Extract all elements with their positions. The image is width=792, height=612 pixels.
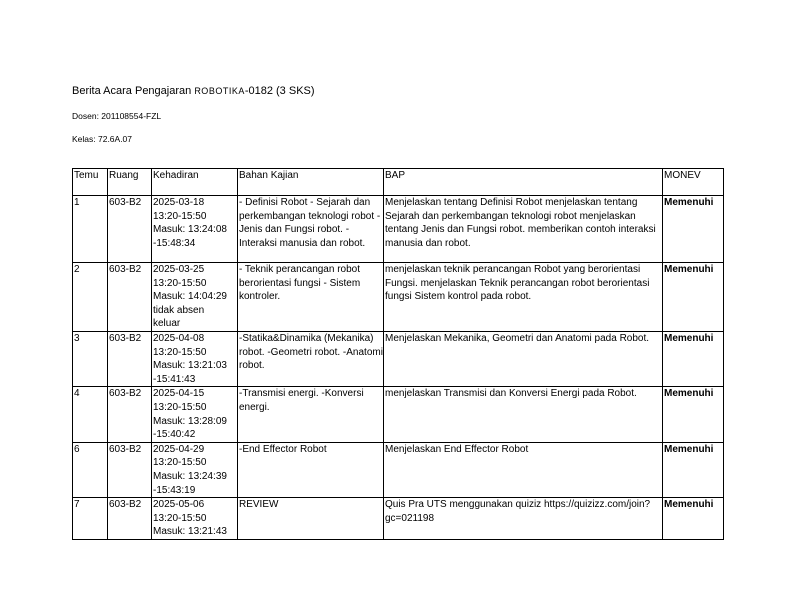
cell-kehadiran (152, 196, 238, 263)
class-info: Kelas: 72.6A.07 (72, 134, 133, 144)
cell-ruang: 603-B2 (108, 263, 152, 332)
kehadiran-line: keluar (153, 318, 181, 330)
cell-ruang: 603-B2 (108, 331, 152, 386)
cell-bahan-kajian: -Statika&Dinamika (Mekanika) robot. -Geometri robot. -Anatomi robot. (238, 331, 384, 386)
cell-monev: Memenuhi (663, 331, 724, 386)
col-bap: BAP (384, 169, 663, 196)
cell-monev: Memenuhi (663, 442, 724, 497)
kehadiran-line: 13:20-15:50 (153, 401, 207, 413)
kehadiran-line: -15:40:42 (153, 429, 196, 441)
cell-bahan-kajian: REVIEW (238, 498, 384, 540)
kehadiran-line: 2025-03-25 (153, 264, 205, 275)
col-bahan-kajian: Bahan Kajian (238, 169, 384, 196)
kehadiran-line: 13:20-15:50 (153, 457, 207, 469)
kehadiran-line: Masuk: 13:28:09 (153, 415, 227, 427)
kehadiran-line: Masuk: 13:21:03 (153, 360, 227, 372)
cell-temu: 2 (73, 263, 108, 332)
kehadiran-line: -15:41:43 (153, 373, 196, 385)
cell-ruang: 603-B2 (108, 387, 152, 442)
kehadiran-line: tidak absen (153, 304, 205, 316)
col-monev: MONEV (663, 169, 724, 196)
table-header-row (73, 169, 724, 196)
cell-kehadiran (152, 387, 238, 442)
cell-bap: Menjelaskan End Effector Robot (384, 442, 663, 497)
table-row (73, 263, 724, 332)
col-ruang: Ruang (108, 169, 152, 196)
cell-bahan-kajian: -Transmisi energi. -Konversi energi. (238, 387, 384, 442)
kehadiran-line: Masuk: 13:24:39 (153, 470, 227, 482)
cell-temu: 6 (73, 442, 108, 497)
table-row (73, 196, 724, 263)
kehadiran-line: 2025-04-29 (153, 443, 205, 455)
kehadiran-line: 2025-05-06 (153, 499, 205, 511)
cell-monev: Memenuhi (663, 196, 724, 263)
kehadiran-line: 2025-04-15 (153, 388, 205, 400)
col-temu: Temu (73, 169, 108, 196)
cell-kehadiran (152, 263, 238, 332)
cell-temu: 4 (73, 387, 108, 442)
cell-monev: Memenuhi (663, 263, 724, 332)
table-row (73, 387, 724, 442)
lecturer-info: Dosen: 201108554-FZL (72, 111, 162, 121)
kehadiran-line: -15:48:34 (153, 237, 196, 249)
kehadiran-line: 13:20-15:50 (153, 277, 207, 289)
cell-ruang: 603-B2 (108, 196, 152, 263)
col-kehadiran: Kehadiran (152, 169, 238, 196)
cell-bap: Menjelaskan Mekanika, Geometri dan Anatomi pada Robot. (384, 331, 663, 386)
kehadiran-line: -15:43:19 (153, 484, 196, 496)
attendance-table (72, 168, 724, 540)
page-title (72, 85, 315, 97)
table-row (73, 442, 724, 497)
cell-ruang: 603-B2 (108, 442, 152, 497)
cell-bap: Quis Pra UTS menggunakan quiziz https://quizizz.com/join?gc=021198 (384, 498, 663, 540)
title-prefix: Berita Acara Pengajaran (72, 85, 192, 97)
cell-bahan-kajian: -End Effector Robot (238, 442, 384, 497)
cell-bap: menjelaskan Transmisi dan Konversi Energi pada Robot. (384, 387, 663, 442)
table-row (73, 498, 724, 540)
course-code: ROBOTIKA (194, 86, 245, 96)
table-row (73, 331, 724, 386)
kehadiran-line: Masuk: 13:21:43 (153, 526, 227, 538)
title-suffix: -0182 (3 SKS) (244, 85, 315, 97)
cell-bap: menjelaskan teknik perancangan Robot yang berorientasi Fungsi. menjelaskan Teknik perancangan robot berorientasi fungsi Sistem kontrol pada robot. (384, 263, 663, 332)
cell-temu: 7 (73, 498, 108, 540)
cell-ruang: 603-B2 (108, 498, 152, 540)
kehadiran-line: 13:20-15:50 (153, 512, 207, 524)
kehadiran-line: Masuk: 13:24:08 (153, 224, 227, 236)
kehadiran-line: 2025-03-18 (153, 197, 205, 208)
cell-bap: Menjelaskan tentang Definisi Robot menjelaskan tentang Sejarah dan perkembangan teknologi robot menjelaskan tentang Jenis dan Fungsi robot. memberikan contoh interaksi manusia dan robot. (384, 196, 663, 263)
kehadiran-line: Masuk: 14:04:29 (153, 291, 227, 303)
cell-temu: 3 (73, 331, 108, 386)
cell-temu: 1 (73, 196, 108, 263)
kehadiran-line: 13:20-15:50 (153, 210, 207, 222)
cell-monev: Memenuhi (663, 387, 724, 442)
kehadiran-line: 13:20-15:50 (153, 346, 207, 358)
cell-kehadiran (152, 498, 238, 540)
cell-bahan-kajian: - Definisi Robot - Sejarah dan perkembangan teknologi robot - Jenis dan Fungsi robot. - Interaksi manusia dan robot. (238, 196, 384, 263)
cell-bahan-kajian: - Teknik perancangan robot berorientasi fungsi - Sistem kontroler. (238, 263, 384, 332)
kehadiran-line: 2025-04-08 (153, 332, 205, 344)
cell-monev: Memenuhi (663, 498, 724, 540)
cell-kehadiran (152, 442, 238, 497)
cell-kehadiran (152, 331, 238, 386)
